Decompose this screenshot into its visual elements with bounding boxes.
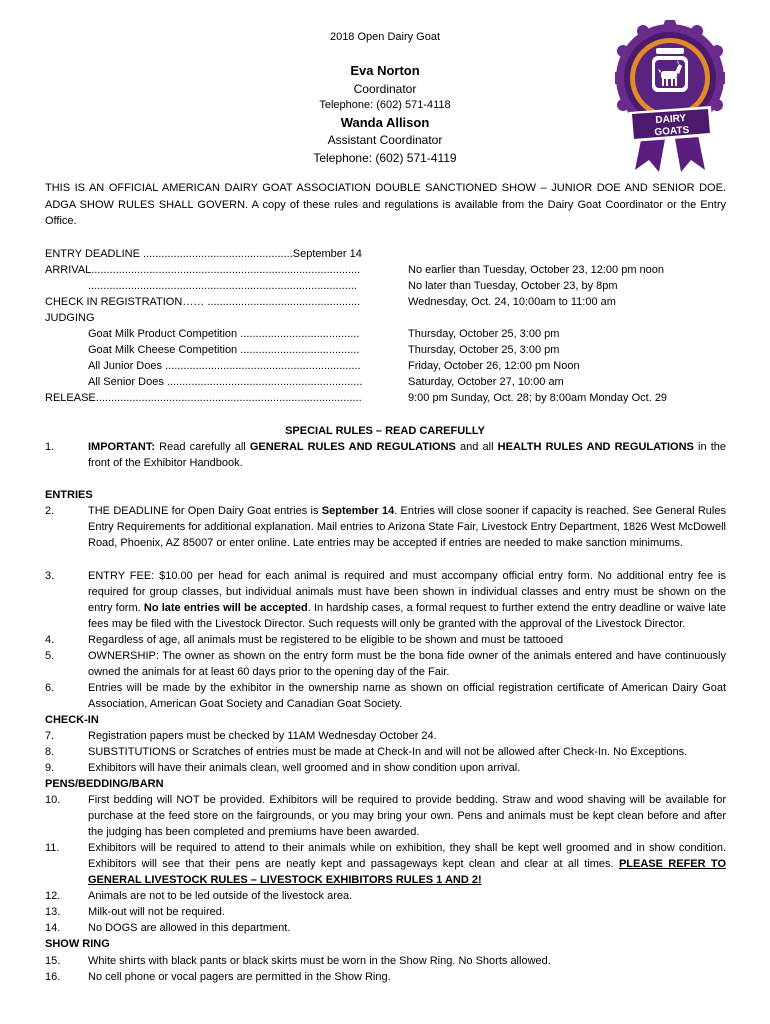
rule-5-text: OWNERSHIP: The owner as shown on the entry form must be the bona fide owner of the animals entered and have continuously owned the animals for at least 60 days prior to the opening day of the Fair. xyxy=(88,650,726,679)
rule-number: 9. xyxy=(45,762,55,774)
coordinator-phone: Telephone: (602) 571-4118 xyxy=(319,99,451,111)
milk-product-time: Thursday, October 25, 3:00 pm xyxy=(408,328,560,340)
rule-12-text: Animals are not to be led outside of the livestock area. xyxy=(88,890,353,902)
rule-1-bold: HEALTH RULES AND REGULATIONS xyxy=(497,441,694,453)
assistant-coordinator-phone: Telephone: (602) 571-4119 xyxy=(313,151,457,165)
rule-1-bold: GENERAL RULES AND REGULATIONS xyxy=(249,441,456,453)
rule-2-text xyxy=(88,503,726,551)
rule-1-part: Read carefully all xyxy=(155,441,250,453)
rule-number: 13. xyxy=(45,906,61,918)
arrival-time-latest: No later than Tuesday, October 23, by 8pm xyxy=(408,280,618,292)
arrival-label: ARRIVAL........................................................................................ xyxy=(45,264,361,276)
event-title: 2018 Open Dairy Goat xyxy=(329,31,441,43)
rule-number: 16. xyxy=(45,971,61,983)
rule-10-text: First bedding will NOT be provided. Exhibitors will be required to provide bedding. Straw and wood shaving will be available for purchase at the feed store on the fairgrounds, or you may bring your own. Pens and animals must be kept clean before and after the judging has been completed and premiums have been awarded. xyxy=(88,794,726,839)
rule-6-text: Entries will be made by the exhibitor in the ownership name as shown on official registration certificate of American Dairy Goat Association, American Goat Society and Canadian Goat Society. xyxy=(88,682,726,711)
rule-3-part: ENTRY FEE: $10.00 per head for each animal is required and must accompany official entry form. No additional entry fee is required for group classes, but individual animals must have been shown in individual classes and entry must be shown on the entry form. xyxy=(88,570,726,615)
rule-2-part: . Entries will close sooner if capacity is reached. See General Rules Entry Requirements for additional explanation. Mail entries to Arizona State Fair, Livestock Entry Department, 1826 West McDowell Road, Phoenix, AZ 85007 or enter online. Late entries may be accepted if entries are needed to make sanction minimums. xyxy=(88,505,726,550)
rule-7-text: Registration papers must be checked by 11AM Wednesday October 24. xyxy=(88,730,437,742)
rule-1-part: in the front of the Exhibitor Handbook. xyxy=(88,441,727,470)
arrival-leader-dots: ........................................................................................ xyxy=(88,280,357,292)
rule-number: 10. xyxy=(45,794,61,806)
rule-9-text: Exhibitors will have their animals clean, well groomed and in show condition upon arrival. xyxy=(88,762,521,774)
rule-1-part: and all xyxy=(455,441,498,453)
coordinator-name: Eva Norton xyxy=(350,63,420,78)
milk-cheese-label: Goat Milk Cheese Competition ....................................... xyxy=(88,344,360,356)
rule-number: 4. xyxy=(45,634,55,646)
rule-11-text xyxy=(88,840,726,888)
milk-cheese-time: Thursday, October 25, 3:00 pm xyxy=(408,344,560,356)
rule-1-lead: IMPORTANT: xyxy=(88,441,156,453)
rule-number: 7. xyxy=(45,730,55,742)
arrival-time-earliest: No earlier than Tuesday, October 23, 12:00 pm noon xyxy=(408,264,665,276)
rule-1-text xyxy=(88,439,726,471)
rule-4-text: Regardless of age, all animals must be registered to be eligible to be shown and must be tattooed xyxy=(88,634,564,646)
rule-11-bold-underline: PLEASE REFER TO GENERAL LIVESTOCK RULES – LIVESTOCK EXHIBITORS RULES 1 AND 2! xyxy=(88,858,727,887)
assistant-coordinator-name: Wanda Allison xyxy=(340,115,430,130)
rule-number: 11. xyxy=(45,842,60,854)
assistant-coordinator-role: Assistant Coordinator xyxy=(327,133,443,147)
junior-does-label: All Junior Does ................................................................ xyxy=(88,360,361,372)
release-time: 9:00 pm Sunday, Oct. 28; by 8:00am Monday Oct. 29 xyxy=(408,392,668,404)
badge-text-dairy: DAIRY xyxy=(655,112,687,127)
rule-16-text: No cell phone or vocal pagers are permitted in the Show Ring. xyxy=(88,971,391,983)
rule-14-text: No DOGS are allowed in this department. xyxy=(88,922,291,934)
special-rules-heading: SPECIAL RULES – READ CAREFULLY xyxy=(285,425,485,437)
intro-paragraph: THIS IS AN OFFICIAL AMERICAN DAIRY GOAT ASSOCIATION DOUBLE SANCTIONED SHOW – JUNIOR DOE AND SENIOR DOE. ADGA SHOW RULES SHALL GOVERN. A copy of these rules and regulations is available from the Dairy Goat Coordinator or the Entry Office. xyxy=(45,182,726,228)
dairy-goats-rosette-badge xyxy=(615,20,725,175)
senior-does-label: All Senior Does ................................................................ xyxy=(88,376,363,388)
coordinator-role: Coordinator xyxy=(353,82,417,96)
rule-11-part: Exhibitors will be required to attend to their animals while on exhibition, they shall be kept well groomed and in show condition. Exhibitors will see that their pens are neatly kept and passageways kept clean and clear at all times. xyxy=(88,842,726,871)
check-in-registration-label: CHECK IN REGISTRATION…… .................................................. xyxy=(45,296,361,308)
milk-product-label: Goat Milk Product Competition ....................................... xyxy=(88,328,360,340)
rule-2-part: THE DEADLINE for Open Dairy Goat entries is xyxy=(88,505,322,517)
rule-number: 6. xyxy=(45,682,55,694)
rule-8-text: SUBSTITUTIONS or Scratches of entries must be made at Check-In and will not be allowed after Check-In. No Exceptions. xyxy=(88,746,688,758)
rule-number: 2. xyxy=(45,505,55,517)
judging-label: JUDGING xyxy=(45,312,95,324)
section-show-ring: SHOW RING xyxy=(45,938,110,950)
rule-number: 1. xyxy=(45,441,55,453)
junior-does-time: Friday, October 26, 12:00 pm Noon xyxy=(408,360,580,372)
rule-2-bold: September 14 xyxy=(321,505,395,517)
rule-13-text: Milk-out will not be required. xyxy=(88,906,225,918)
rule-number: 12. xyxy=(45,890,61,902)
entry-deadline-row: ENTRY DEADLINE .................................................September 14 xyxy=(45,248,362,260)
rule-3-bold: No late entries will be accepted xyxy=(143,602,308,615)
senior-does-time: Saturday, October 27, 10:00 am xyxy=(408,376,564,388)
badge-text-goats: GOATS xyxy=(654,124,690,139)
rule-3-part: . In hardship cases, a formal request to further extend the entry deadline or waive late fees may be filed with the Livestock Director. Such requests will only be granted with the approval of the Livestock Director. xyxy=(88,602,726,631)
release-label: RELEASE....................................................................................... xyxy=(45,392,362,404)
check-in-registration-time: Wednesday, Oct. 24, 10:00am to 11:00 am xyxy=(408,296,616,308)
section-pens-bedding-barn: PENS/BEDDING/BARN xyxy=(45,778,164,790)
section-entries: ENTRIES xyxy=(45,489,93,501)
rule-number: 15. xyxy=(45,955,61,967)
rule-15-text: White shirts with black pants or black skirts must be worn in the Show Ring. No Shorts allowed. xyxy=(88,955,551,967)
rule-number: 14. xyxy=(45,922,61,934)
rule-number: 8. xyxy=(45,746,55,758)
rule-number: 3. xyxy=(45,570,55,582)
section-check-in: CHECK-IN xyxy=(45,714,99,726)
rule-3-text xyxy=(88,568,726,632)
rule-number: 5. xyxy=(45,650,55,662)
